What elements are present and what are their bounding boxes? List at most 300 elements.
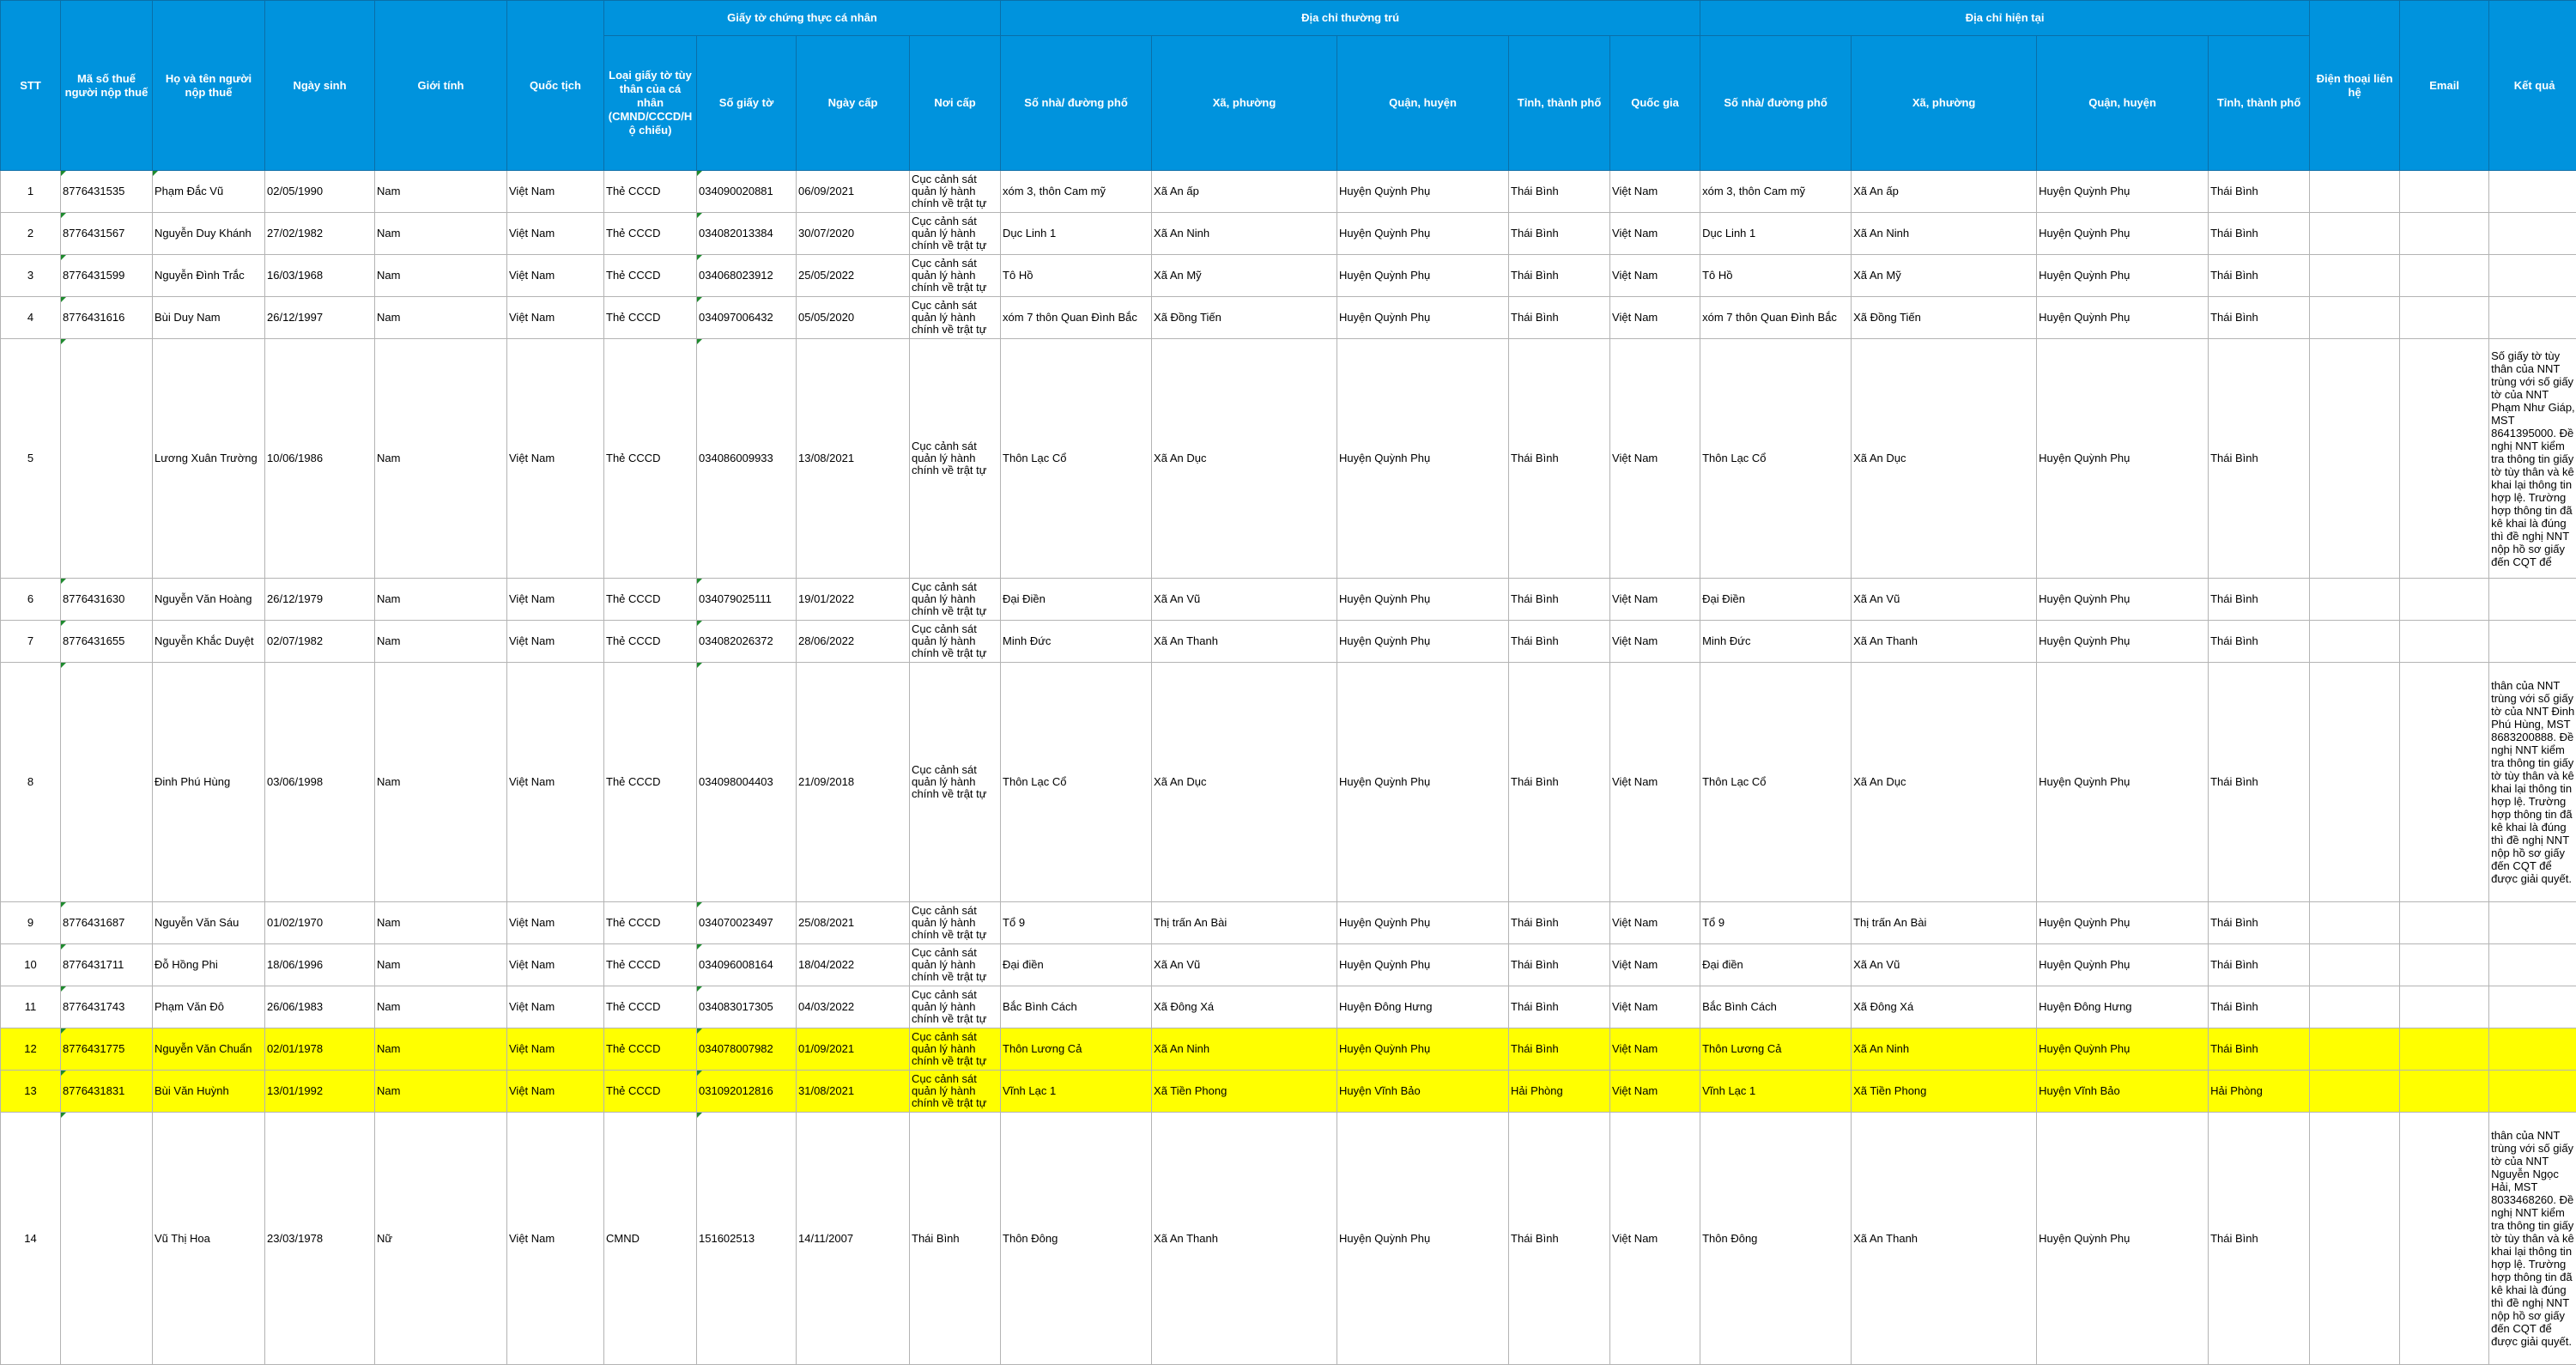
cell-cur-province[interactable] <box>2209 171 2310 213</box>
cell-perm-province[interactable] <box>1509 1113 1610 1365</box>
cell-cur-ward[interactable] <box>1852 297 2037 339</box>
cell-tax-code[interactable] <box>61 1113 153 1365</box>
cell-stt[interactable] <box>1 621 61 663</box>
cell-perm-province[interactable] <box>1509 578 1610 620</box>
cell-result[interactable] <box>2489 1071 2576 1113</box>
header-cur-street[interactable]: Số nhà/ đường phố <box>1700 36 1852 171</box>
cell-perm-country[interactable] <box>1610 297 1700 339</box>
cell-phone[interactable] <box>2310 255 2400 297</box>
cell-cur-street[interactable] <box>1700 663 1852 902</box>
cell-perm-street[interactable] <box>1001 663 1152 902</box>
cell-result[interactable] <box>2489 943 2576 986</box>
cell-issue-date[interactable] <box>797 986 910 1028</box>
header-tax-code[interactable]: Mã số thuế người nộp thuế <box>61 1 153 171</box>
cell-gender[interactable] <box>375 171 507 213</box>
header-perm-country[interactable]: Quốc gia <box>1610 36 1700 171</box>
cell-tax-code[interactable] <box>61 339 153 579</box>
cell-email[interactable] <box>2400 171 2489 213</box>
cell-cur-province[interactable] <box>2209 943 2310 986</box>
cell-perm-district[interactable] <box>1337 901 1509 943</box>
cell-nationality[interactable] <box>507 1113 604 1365</box>
cell-gender[interactable] <box>375 578 507 620</box>
cell-dob[interactable] <box>265 901 375 943</box>
cell-dob[interactable] <box>265 1071 375 1113</box>
cell-nationality[interactable] <box>507 339 604 579</box>
cell-cur-district[interactable] <box>2037 621 2209 663</box>
table-row[interactable] <box>1 578 2576 620</box>
cell-issue-date[interactable] <box>797 297 910 339</box>
cell-name[interactable] <box>153 901 265 943</box>
cell-cur-ward[interactable] <box>1852 901 2037 943</box>
cell-perm-country[interactable] <box>1610 1071 1700 1113</box>
cell-stt[interactable] <box>1 901 61 943</box>
cell-id-type[interactable] <box>604 1071 697 1113</box>
cell-perm-street[interactable] <box>1001 297 1152 339</box>
cell-perm-province[interactable] <box>1509 943 1610 986</box>
table-row[interactable] <box>1 255 2576 297</box>
cell-gender[interactable] <box>375 1028 507 1071</box>
cell-dob[interactable] <box>265 578 375 620</box>
cell-perm-ward[interactable] <box>1152 213 1337 255</box>
cell-cur-street[interactable] <box>1700 1028 1852 1071</box>
cell-id-type[interactable] <box>604 1113 697 1365</box>
cell-dob[interactable] <box>265 339 375 579</box>
header-group-id-docs[interactable]: Giấy tờ chứng thực cá nhân <box>604 1 1001 36</box>
cell-perm-street[interactable] <box>1001 1113 1152 1365</box>
header-name[interactable]: Họ và tên người nộp thuế <box>153 1 265 171</box>
cell-perm-province[interactable] <box>1509 171 1610 213</box>
cell-id-number[interactable] <box>697 621 797 663</box>
cell-cur-ward[interactable] <box>1852 213 2037 255</box>
cell-name[interactable] <box>153 621 265 663</box>
cell-stt[interactable] <box>1 986 61 1028</box>
header-nationality[interactable]: Quốc tịch <box>507 1 604 171</box>
cell-name[interactable] <box>153 943 265 986</box>
cell-cur-street[interactable] <box>1700 578 1852 620</box>
cell-name[interactable] <box>153 1071 265 1113</box>
cell-issue-place[interactable] <box>910 986 1001 1028</box>
cell-perm-ward[interactable] <box>1152 1071 1337 1113</box>
cell-stt[interactable] <box>1 255 61 297</box>
cell-gender[interactable] <box>375 901 507 943</box>
cell-phone[interactable] <box>2310 578 2400 620</box>
cell-issue-date[interactable] <box>797 943 910 986</box>
cell-perm-district[interactable] <box>1337 297 1509 339</box>
cell-perm-province[interactable] <box>1509 1028 1610 1071</box>
cell-cur-ward[interactable] <box>1852 1113 2037 1365</box>
cell-id-number[interactable] <box>697 171 797 213</box>
cell-id-number[interactable] <box>697 663 797 902</box>
cell-nationality[interactable] <box>507 1028 604 1071</box>
cell-id-number[interactable] <box>697 255 797 297</box>
table-row[interactable] <box>1 1113 2576 1365</box>
cell-cur-province[interactable] <box>2209 339 2310 579</box>
cell-cur-ward[interactable] <box>1852 1071 2037 1113</box>
cell-perm-country[interactable] <box>1610 986 1700 1028</box>
cell-cur-ward[interactable] <box>1852 171 2037 213</box>
cell-gender[interactable] <box>375 339 507 579</box>
cell-nationality[interactable] <box>507 255 604 297</box>
table-row[interactable] <box>1 621 2576 663</box>
cell-gender[interactable] <box>375 255 507 297</box>
cell-nationality[interactable] <box>507 1071 604 1113</box>
cell-name[interactable] <box>153 297 265 339</box>
cell-issue-place[interactable] <box>910 1071 1001 1113</box>
cell-email[interactable] <box>2400 255 2489 297</box>
cell-perm-country[interactable] <box>1610 943 1700 986</box>
cell-cur-province[interactable] <box>2209 213 2310 255</box>
table-row[interactable] <box>1 213 2576 255</box>
cell-dob[interactable] <box>265 171 375 213</box>
cell-perm-ward[interactable] <box>1152 986 1337 1028</box>
cell-nationality[interactable] <box>507 578 604 620</box>
cell-perm-ward[interactable] <box>1152 663 1337 902</box>
cell-cur-street[interactable] <box>1700 1113 1852 1365</box>
cell-result[interactable] <box>2489 663 2576 902</box>
header-dob[interactable]: Ngày sinh <box>265 1 375 171</box>
cell-perm-ward[interactable] <box>1152 621 1337 663</box>
cell-email[interactable] <box>2400 213 2489 255</box>
cell-perm-district[interactable] <box>1337 578 1509 620</box>
cell-tax-code[interactable] <box>61 621 153 663</box>
cell-issue-date[interactable] <box>797 255 910 297</box>
cell-cur-street[interactable] <box>1700 255 1852 297</box>
cell-email[interactable] <box>2400 901 2489 943</box>
cell-name[interactable] <box>153 663 265 902</box>
cell-cur-district[interactable] <box>2037 1071 2209 1113</box>
cell-email[interactable] <box>2400 943 2489 986</box>
cell-cur-province[interactable] <box>2209 1028 2310 1071</box>
table-row[interactable] <box>1 986 2576 1028</box>
cell-id-number[interactable] <box>697 213 797 255</box>
cell-phone[interactable] <box>2310 621 2400 663</box>
cell-phone[interactable] <box>2310 901 2400 943</box>
cell-phone[interactable] <box>2310 297 2400 339</box>
cell-phone[interactable] <box>2310 663 2400 902</box>
header-perm-street[interactable]: Số nhà/ đường phố <box>1001 36 1152 171</box>
cell-result[interactable] <box>2489 1113 2576 1365</box>
cell-cur-district[interactable] <box>2037 297 2209 339</box>
cell-perm-district[interactable] <box>1337 1113 1509 1365</box>
cell-cur-street[interactable] <box>1700 297 1852 339</box>
cell-perm-country[interactable] <box>1610 339 1700 579</box>
table-row[interactable] <box>1 663 2576 902</box>
cell-phone[interactable] <box>2310 1071 2400 1113</box>
cell-perm-province[interactable] <box>1509 255 1610 297</box>
cell-email[interactable] <box>2400 1028 2489 1071</box>
cell-cur-ward[interactable] <box>1852 663 2037 902</box>
cell-cur-district[interactable] <box>2037 901 2209 943</box>
cell-cur-province[interactable] <box>2209 255 2310 297</box>
cell-cur-district[interactable] <box>2037 1028 2209 1071</box>
cell-dob[interactable] <box>265 621 375 663</box>
cell-perm-district[interactable] <box>1337 213 1509 255</box>
cell-id-type[interactable] <box>604 297 697 339</box>
cell-perm-street[interactable] <box>1001 213 1152 255</box>
cell-tax-code[interactable] <box>61 578 153 620</box>
header-gender[interactable]: Giới tính <box>375 1 507 171</box>
cell-stt[interactable] <box>1 1071 61 1113</box>
cell-cur-province[interactable] <box>2209 663 2310 902</box>
cell-id-type[interactable] <box>604 339 697 579</box>
cell-perm-street[interactable] <box>1001 578 1152 620</box>
header-group-current-address[interactable]: Địa chỉ hiện tại <box>1700 1 2310 36</box>
cell-tax-code[interactable] <box>61 663 153 902</box>
cell-gender[interactable] <box>375 663 507 902</box>
cell-cur-street[interactable] <box>1700 213 1852 255</box>
cell-issue-date[interactable] <box>797 621 910 663</box>
cell-email[interactable] <box>2400 339 2489 579</box>
cell-cur-province[interactable] <box>2209 1071 2310 1113</box>
cell-cur-district[interactable] <box>2037 663 2209 902</box>
cell-dob[interactable] <box>265 663 375 902</box>
cell-result[interactable] <box>2489 339 2576 579</box>
cell-cur-ward[interactable] <box>1852 621 2037 663</box>
cell-perm-country[interactable] <box>1610 1028 1700 1071</box>
cell-id-number[interactable] <box>697 986 797 1028</box>
table-row[interactable] <box>1 1028 2576 1071</box>
cell-id-number[interactable] <box>697 943 797 986</box>
cell-perm-street[interactable] <box>1001 943 1152 986</box>
cell-phone[interactable] <box>2310 1028 2400 1071</box>
cell-perm-street[interactable] <box>1001 171 1152 213</box>
cell-issue-date[interactable] <box>797 171 910 213</box>
table-row[interactable] <box>1 171 2576 213</box>
cell-result[interactable] <box>2489 1028 2576 1071</box>
cell-tax-code[interactable] <box>61 1028 153 1071</box>
cell-id-type[interactable] <box>604 621 697 663</box>
cell-issue-date[interactable] <box>797 663 910 902</box>
cell-name[interactable] <box>153 255 265 297</box>
cell-issue-date[interactable] <box>797 1028 910 1071</box>
cell-gender[interactable] <box>375 986 507 1028</box>
cell-id-number[interactable] <box>697 1113 797 1365</box>
cell-perm-country[interactable] <box>1610 171 1700 213</box>
cell-gender[interactable] <box>375 621 507 663</box>
cell-stt[interactable] <box>1 213 61 255</box>
cell-stt[interactable] <box>1 171 61 213</box>
cell-perm-ward[interactable] <box>1152 339 1337 579</box>
cell-id-type[interactable] <box>604 578 697 620</box>
cell-id-number[interactable] <box>697 1028 797 1071</box>
cell-perm-province[interactable] <box>1509 1071 1610 1113</box>
cell-cur-district[interactable] <box>2037 1113 2209 1365</box>
cell-email[interactable] <box>2400 1071 2489 1113</box>
cell-tax-code[interactable] <box>61 986 153 1028</box>
cell-cur-district[interactable] <box>2037 339 2209 579</box>
cell-stt[interactable] <box>1 943 61 986</box>
cell-issue-place[interactable] <box>910 578 1001 620</box>
cell-nationality[interactable] <box>507 663 604 902</box>
cell-perm-ward[interactable] <box>1152 297 1337 339</box>
cell-issue-place[interactable] <box>910 213 1001 255</box>
cell-perm-ward[interactable] <box>1152 1028 1337 1071</box>
cell-cur-ward[interactable] <box>1852 943 2037 986</box>
cell-result[interactable] <box>2489 255 2576 297</box>
cell-perm-country[interactable] <box>1610 901 1700 943</box>
cell-issue-date[interactable] <box>797 339 910 579</box>
cell-name[interactable] <box>153 1113 265 1365</box>
cell-perm-country[interactable] <box>1610 1113 1700 1365</box>
cell-issue-date[interactable] <box>797 213 910 255</box>
cell-tax-code[interactable] <box>61 255 153 297</box>
cell-email[interactable] <box>2400 297 2489 339</box>
cell-perm-street[interactable] <box>1001 901 1152 943</box>
cell-perm-country[interactable] <box>1610 578 1700 620</box>
cell-result[interactable] <box>2489 578 2576 620</box>
cell-issue-place[interactable] <box>910 1028 1001 1071</box>
header-group-permanent-address[interactable]: Địa chỉ thường trú <box>1001 1 1700 36</box>
cell-nationality[interactable] <box>507 213 604 255</box>
cell-nationality[interactable] <box>507 986 604 1028</box>
cell-issue-place[interactable] <box>910 943 1001 986</box>
cell-perm-ward[interactable] <box>1152 578 1337 620</box>
cell-perm-street[interactable] <box>1001 1071 1152 1113</box>
cell-cur-district[interactable] <box>2037 578 2209 620</box>
cell-cur-province[interactable] <box>2209 578 2310 620</box>
cell-perm-district[interactable] <box>1337 943 1509 986</box>
table-row[interactable] <box>1 943 2576 986</box>
cell-nationality[interactable] <box>507 297 604 339</box>
header-id-number[interactable]: Số giấy tờ <box>697 36 797 171</box>
cell-cur-street[interactable] <box>1700 621 1852 663</box>
cell-phone[interactable] <box>2310 943 2400 986</box>
cell-cur-ward[interactable] <box>1852 339 2037 579</box>
header-perm-district[interactable]: Quận, huyện <box>1337 36 1509 171</box>
header-cur-ward[interactable]: Xã, phường <box>1852 36 2037 171</box>
cell-perm-ward[interactable] <box>1152 255 1337 297</box>
cell-id-type[interactable] <box>604 663 697 902</box>
cell-id-type[interactable] <box>604 171 697 213</box>
cell-perm-country[interactable] <box>1610 255 1700 297</box>
cell-cur-province[interactable] <box>2209 901 2310 943</box>
cell-perm-province[interactable] <box>1509 213 1610 255</box>
cell-issue-date[interactable] <box>797 901 910 943</box>
cell-cur-street[interactable] <box>1700 339 1852 579</box>
cell-perm-province[interactable] <box>1509 986 1610 1028</box>
cell-perm-district[interactable] <box>1337 339 1509 579</box>
cell-email[interactable] <box>2400 986 2489 1028</box>
header-phone[interactable]: Điện thoại liên hệ <box>2310 1 2400 171</box>
cell-issue-place[interactable] <box>910 621 1001 663</box>
cell-perm-street[interactable] <box>1001 1028 1152 1071</box>
cell-cur-ward[interactable] <box>1852 986 2037 1028</box>
cell-perm-district[interactable] <box>1337 621 1509 663</box>
cell-cur-province[interactable] <box>2209 621 2310 663</box>
cell-name[interactable] <box>153 578 265 620</box>
cell-email[interactable] <box>2400 663 2489 902</box>
header-cur-district[interactable]: Quận, huyện <box>2037 36 2209 171</box>
table-row[interactable] <box>1 1071 2576 1113</box>
header-stt[interactable]: STT <box>1 1 61 171</box>
cell-perm-province[interactable] <box>1509 901 1610 943</box>
cell-cur-street[interactable] <box>1700 171 1852 213</box>
cell-perm-province[interactable] <box>1509 297 1610 339</box>
cell-phone[interactable] <box>2310 339 2400 579</box>
cell-cur-province[interactable] <box>2209 297 2310 339</box>
cell-cur-ward[interactable] <box>1852 1028 2037 1071</box>
cell-cur-ward[interactable] <box>1852 255 2037 297</box>
table-row[interactable] <box>1 297 2576 339</box>
cell-gender[interactable] <box>375 943 507 986</box>
cell-cur-ward[interactable] <box>1852 578 2037 620</box>
cell-issue-place[interactable] <box>910 663 1001 902</box>
cell-id-number[interactable] <box>697 1071 797 1113</box>
cell-perm-district[interactable] <box>1337 986 1509 1028</box>
cell-issue-place[interactable] <box>910 255 1001 297</box>
cell-phone[interactable] <box>2310 986 2400 1028</box>
cell-phone[interactable] <box>2310 213 2400 255</box>
cell-dob[interactable] <box>265 1113 375 1365</box>
cell-dob[interactable] <box>265 297 375 339</box>
cell-stt[interactable] <box>1 1028 61 1071</box>
cell-id-type[interactable] <box>604 901 697 943</box>
cell-cur-street[interactable] <box>1700 943 1852 986</box>
cell-dob[interactable] <box>265 986 375 1028</box>
cell-issue-date[interactable] <box>797 578 910 620</box>
cell-perm-street[interactable] <box>1001 986 1152 1028</box>
cell-perm-district[interactable] <box>1337 255 1509 297</box>
cell-perm-country[interactable] <box>1610 663 1700 902</box>
cell-perm-district[interactable] <box>1337 1071 1509 1113</box>
cell-nationality[interactable] <box>507 171 604 213</box>
cell-name[interactable] <box>153 986 265 1028</box>
cell-issue-place[interactable] <box>910 1113 1001 1365</box>
cell-result[interactable] <box>2489 213 2576 255</box>
cell-email[interactable] <box>2400 621 2489 663</box>
cell-perm-district[interactable] <box>1337 663 1509 902</box>
cell-tax-code[interactable] <box>61 297 153 339</box>
header-cur-province[interactable]: Tỉnh, thành phố <box>2209 36 2310 171</box>
cell-perm-country[interactable] <box>1610 621 1700 663</box>
cell-cur-district[interactable] <box>2037 171 2209 213</box>
cell-perm-street[interactable] <box>1001 255 1152 297</box>
cell-nationality[interactable] <box>507 621 604 663</box>
cell-email[interactable] <box>2400 1113 2489 1365</box>
cell-result[interactable] <box>2489 986 2576 1028</box>
cell-nationality[interactable] <box>507 943 604 986</box>
cell-stt[interactable] <box>1 297 61 339</box>
cell-email[interactable] <box>2400 578 2489 620</box>
header-id-type[interactable]: Loại giấy tờ tùy thân của cá nhân (CMND/CCCD/Hộ chiếu) <box>604 36 697 171</box>
cell-cur-district[interactable] <box>2037 213 2209 255</box>
cell-name[interactable] <box>153 1028 265 1071</box>
cell-cur-district[interactable] <box>2037 943 2209 986</box>
cell-tax-code[interactable] <box>61 1071 153 1113</box>
header-perm-ward[interactable]: Xã, phường <box>1152 36 1337 171</box>
cell-id-type[interactable] <box>604 213 697 255</box>
cell-stt[interactable] <box>1 1113 61 1365</box>
table-row[interactable] <box>1 339 2576 579</box>
cell-gender[interactable] <box>375 1113 507 1365</box>
cell-id-number[interactable] <box>697 297 797 339</box>
cell-perm-ward[interactable] <box>1152 171 1337 213</box>
cell-result[interactable] <box>2489 621 2576 663</box>
cell-phone[interactable] <box>2310 1113 2400 1365</box>
cell-nationality[interactable] <box>507 901 604 943</box>
cell-result[interactable] <box>2489 171 2576 213</box>
header-result[interactable]: Kết quả <box>2489 1 2576 171</box>
cell-phone[interactable] <box>2310 171 2400 213</box>
header-email[interactable]: Email <box>2400 1 2489 171</box>
cell-name[interactable] <box>153 171 265 213</box>
cell-tax-code[interactable] <box>61 901 153 943</box>
cell-cur-province[interactable] <box>2209 1113 2310 1365</box>
cell-perm-district[interactable] <box>1337 1028 1509 1071</box>
cell-perm-province[interactable] <box>1509 663 1610 902</box>
cell-tax-code[interactable] <box>61 213 153 255</box>
cell-cur-district[interactable] <box>2037 255 2209 297</box>
